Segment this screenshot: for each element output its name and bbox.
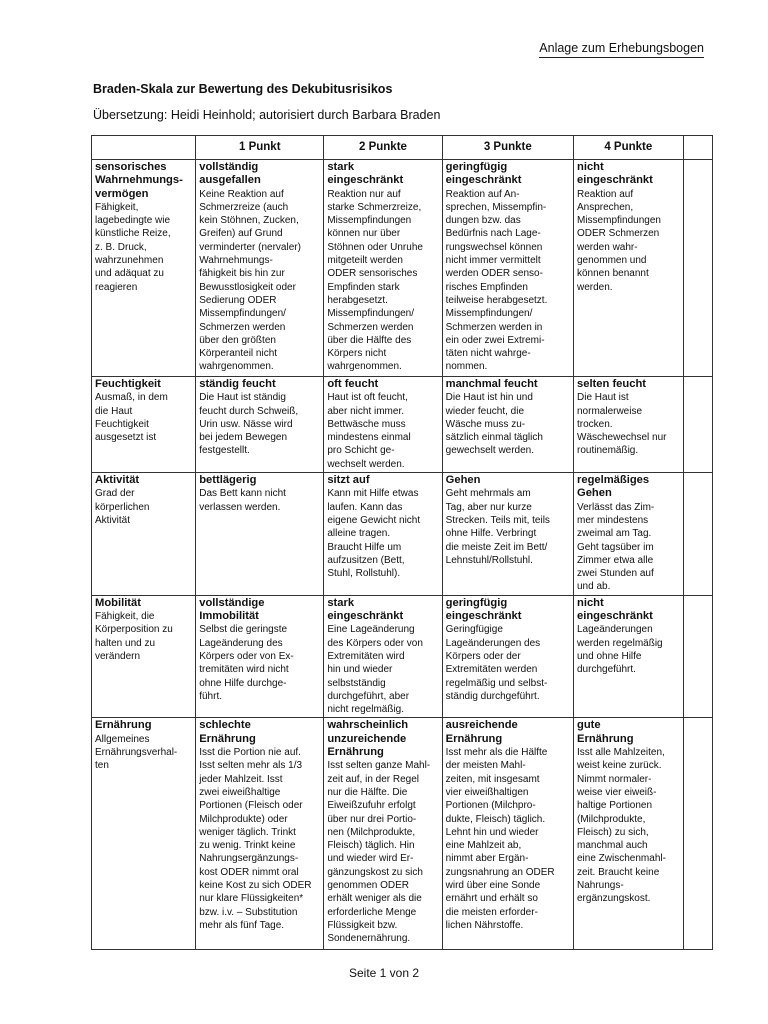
score-description: Lageänderungen werden regelmäßig und ohne Hilfe durchgeführt.	[577, 624, 663, 676]
category-description: Ausmaß, in dem die Haut Feuchtigkeit ausgesetzt ist	[95, 392, 168, 444]
score-title: vollständig ausgefallen	[199, 161, 261, 187]
score-description: Isst selten ganze Mahl- zeit auf, in der Regel nur die Hälfte. Die Eiweißzufuhr erfolgt über nur drei Portio- nen (Milchprodukte, Fleisch) täglich. Hin und wieder wird Er- gänzungskost zu sich genommen ODER erhält weniger als die erforderliche Menge Flüssigkeit bzw. Sondenernährung.	[327, 760, 431, 945]
score-description: Reaktion auf Ansprechen, Missempfindungen ODER Schmerzen werden wahr- genommen und können benannt werden.	[577, 188, 661, 293]
score-cell	[196, 718, 324, 950]
category-name: Ernährung	[95, 719, 152, 732]
document-title: Braden-Skala zur Bewertung des Dekubitusrisikos	[93, 82, 393, 96]
score-title: nicht eingeschränkt	[577, 596, 653, 623]
header-cell-empty	[92, 136, 196, 160]
score-cell	[442, 718, 573, 950]
score-title: bettlägerig	[199, 474, 257, 487]
score-cell	[574, 377, 684, 473]
score-title: sitzt auf	[327, 474, 370, 487]
score-title: vollständige Immobilität	[199, 596, 265, 623]
score-title: geringfügig eingeschränkt	[445, 161, 522, 187]
header-cell-score	[683, 136, 712, 160]
score-description: Die Haut ist hin und wieder feucht, die Wäsche muss zu- sätzlich einmal täglich gewechselt werden.	[445, 392, 543, 457]
score-cell	[324, 473, 442, 596]
score-description: Isst mehr als die Hälfte der meisten Mahl- zeiten, mit insgesamt vier eiweißhaltigen Portionen (Milchpro- dukte, Fleisch) täglich. Lehnt hin und wieder eine Mahlzeit ab, nimmt aber Ergän- zungsnahrung an ODER wird über eine Sonde ernährt und erhält so die meisten erforder- lichen Nährstoffe.	[445, 747, 555, 931]
category-name: Mobilität	[95, 596, 141, 609]
score-description: Keine Reaktion auf Schmerzreize (auch kein Stöhnen, Zucken, Greifen) auf Grund verminderter (nervaler) Wahrnehmungs- fähigkeit bis hin zur Bewusstlosigkeit oder Sedierung ODER Missempfindungen/ Schmerzen werden über den größten Körperanteil nicht wahrgenommen.	[199, 188, 301, 373]
category-cell	[92, 595, 196, 718]
score-cell	[196, 595, 324, 718]
score-title: stark eingeschränkt	[327, 161, 404, 187]
score-cell	[442, 160, 573, 377]
table-row-sensorik	[92, 160, 713, 377]
score-description: Haut ist oft feucht, aber nicht immer. Bettwäsche muss mindestens einmal pro Schicht ge- wechselt werden.	[327, 392, 411, 470]
table-row-aktivitaet	[92, 473, 713, 596]
score-description: Eine Lageänderung des Körpers oder von Extremitäten wird hin und wieder selbstständig durchgeführt, aber nicht regelmäßig.	[327, 624, 423, 716]
score-description: Die Haut ist normalerweise trocken. Wäschewechsel nur routinemäßig.	[577, 392, 667, 457]
score-description: Die Haut ist ständig feucht durch Schweiß, Urin usw. Nässe wird bei jedem Bewegen festgestellt.	[199, 392, 299, 457]
score-cell	[324, 595, 442, 718]
category-description: Grad der körperlichen Aktivität	[95, 488, 150, 526]
points-entry-cell[interactable]	[683, 160, 712, 377]
score-title: nicht eingeschränkt	[577, 161, 653, 187]
category-cell	[92, 718, 196, 950]
score-title: gute Ernährung	[577, 719, 634, 745]
score-cell	[196, 160, 324, 377]
category-cell	[92, 160, 196, 377]
score-cell	[324, 377, 442, 473]
score-title: manchmal feucht	[445, 378, 538, 390]
points-entry-cell[interactable]	[683, 595, 712, 718]
score-cell	[442, 473, 573, 596]
category-cell	[92, 473, 196, 596]
score-title: Gehen	[445, 474, 481, 487]
score-description: Geht mehrmals am Tag, aber nur kurze Strecken. Teils mit, teils ohne Hilfe. Verbringt die meiste Zeit im Bett/ Lehnstuhl/Rollstuhl.	[445, 488, 550, 566]
score-description: Das Bett kann nicht verlassen werden.	[199, 488, 286, 513]
points-entry-cell[interactable]	[683, 473, 712, 596]
score-description: Reaktion nur auf starke Schmerzreize, Missempfindungen können nur über Stöhnen oder Unruhe mitgeteilt werden ODER sensorisches Empfinden stark herabgesetzt. Missempfindungen/ Schmerzen werden über die Hälfte des Körpers nicht wahrgenommen.	[327, 188, 423, 373]
score-title: stark eingeschränkt	[327, 596, 404, 623]
table-row-ernaehrung	[92, 718, 713, 950]
header-cell-1-punkt: 1 Punkt	[196, 136, 324, 160]
score-cell	[196, 377, 324, 473]
score-cell	[574, 160, 684, 377]
score-cell	[574, 595, 684, 718]
category-description: Fähigkeit, lagebedingte wie künstliche Reize, z. B. Druck, wahrzunehmen und adäquat zu reagieren	[95, 201, 171, 293]
score-title: geringfügig eingeschränkt	[445, 596, 522, 623]
score-cell	[324, 160, 442, 377]
score-description: Verlässt das Zim- mer mindestens zweimal am Tag. Geht tagsüber im Zimmer etwa alle zwei Stunden auf und ab.	[577, 501, 655, 593]
score-description: Kann mit Hilfe etwas laufen. Kann das eigene Gewicht nicht alleine tragen. Braucht Hilfe um aufzusitzen (Bett, Stuhl, Rollstuhl).	[327, 488, 421, 580]
score-title: schlechte Ernährung	[199, 719, 256, 745]
category-name: Feuchtigkeit	[95, 378, 161, 390]
score-cell	[574, 718, 684, 950]
points-entry-cell[interactable]	[683, 718, 712, 950]
score-title: regelmäßiges Gehen	[577, 474, 650, 500]
score-title: selten feucht	[577, 378, 647, 390]
score-cell	[574, 473, 684, 596]
score-description: Selbst die geringste Lageänderung des Körpers oder von Ex- tremitäten wird nicht ohne Hilfe durchge- führt.	[199, 624, 294, 702]
score-title: ausreichende Ernährung	[445, 719, 518, 745]
category-description: Allgemeines Ernährungsverhal- ten	[95, 733, 178, 772]
category-cell	[92, 377, 196, 473]
score-title: wahrscheinlich unzureichende Ernährung	[327, 719, 409, 759]
points-entry-cell[interactable]	[683, 377, 712, 473]
category-description: Fähigkeit, die Körperposition zu halten und zu verändern	[95, 611, 173, 662]
score-cell	[324, 718, 442, 950]
braden-scale-table	[91, 135, 713, 950]
score-description: Isst alle Mahlzeiten, weist keine zurück. Nimmt normaler- weise vier eiweiß- haltige Portionen (Milchprodukte, Fleisch) zu sich, manchmal auch eine Zwischenmahl- zeit. Braucht keine Nahrungs- ergänzungskost.	[577, 747, 666, 905]
score-cell	[442, 377, 573, 473]
table-header-row	[92, 136, 713, 160]
score-title: oft feucht	[327, 378, 379, 390]
header-cell-2-punkte: 2 Punkte	[324, 136, 442, 160]
page-header: Anlage zum Erhebungsbogen	[539, 41, 704, 58]
score-description: Geringfügige Lageänderungen des Körpers oder der Extremitäten werden regelmäßig und selbst- ständig durchgeführt.	[445, 624, 548, 702]
header-cell-3-punkte: 3 Punkte	[442, 136, 573, 160]
table-row-mobilitaet	[92, 595, 713, 718]
header-cell-4-punkte: 4 Punkte	[574, 136, 684, 160]
score-description: Isst die Portion nie auf. Isst selten mehr als 1/3 jeder Mahlzeit. Isst zwei eiweißhaltige Portionen (Fleisch oder Milchprodukte) oder weniger täglich. Trinkt zu wenig. Trinkt keine Nahrungsergänzungs- kost ODER nimmt oral keine Kost zu sich ODER nur klare Flüssigkeiten* bzw. i.v. – Substitution mehr als fünf Tage.	[199, 747, 312, 931]
score-cell	[442, 595, 573, 718]
score-title: ständig feucht	[199, 378, 276, 390]
page-footer: Seite 1 von 2	[348, 966, 420, 980]
category-name: sensorisches Wahrnehmungs- vermögen	[95, 161, 183, 200]
document-subtitle: Übersetzung: Heidi Heinhold; autorisiert durch Barbara Braden	[93, 108, 441, 122]
table-row-feuchtigkeit	[92, 377, 713, 473]
score-cell	[196, 473, 324, 596]
score-description: Reaktion auf An- sprechen, Missempfin- dungen bzw. das Bedürfnis nach Lage- rungswechsel können nicht immer vermittelt werden ODER senso- risches Empfinden teilweise herabgesetzt. Missempfindungen/ Schmerzen werden in ein oder zwei Extremi- täten nicht wahrge- nommen.	[445, 188, 548, 373]
category-name: Aktivität	[95, 474, 140, 487]
